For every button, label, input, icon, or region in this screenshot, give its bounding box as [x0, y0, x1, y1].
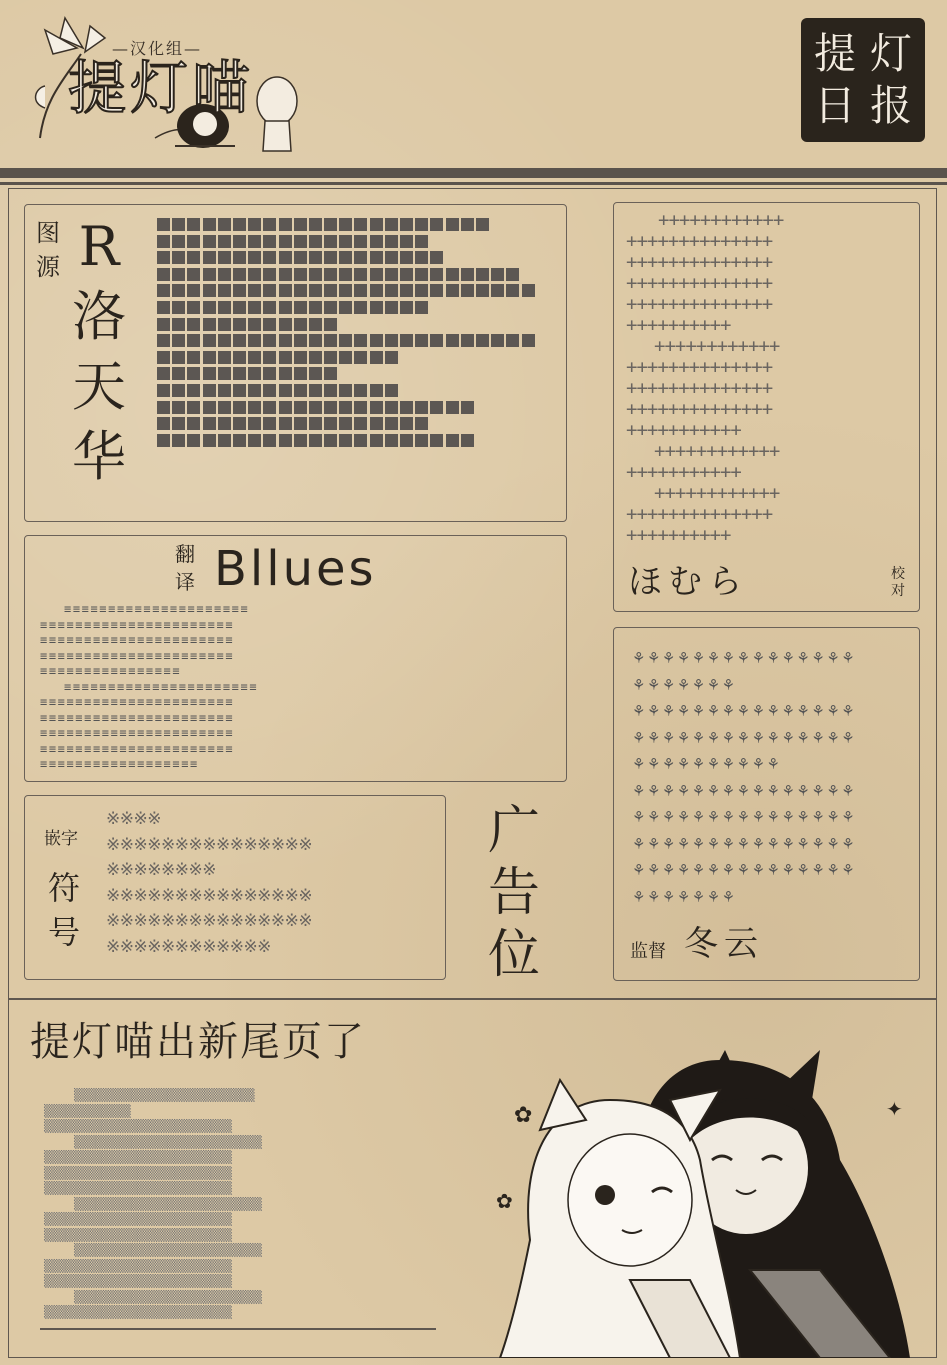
source-name-char: R [78, 215, 120, 278]
placeholder-row: ⚘⚘⚘⚘⚘⚘⚘⚘⚘⚘ [632, 755, 782, 773]
placeholder-row: ++++++++++++++ [626, 357, 773, 378]
placeholder-row: ++++++++++ [626, 525, 731, 546]
placeholder-row: ++++++++++++ [654, 441, 780, 462]
header-divider-thin [0, 182, 947, 185]
placeholder-row [157, 401, 547, 414]
placeholder-row [157, 434, 547, 447]
placeholder-row: ▒▒▒▒▒▒▒▒▒▒▒▒▒▒▒▒▒▒▒▒▒▒▒▒▒▒ [44, 1227, 232, 1242]
placeholder-row: ▒▒▒▒▒▒▒▒▒▒▒▒▒▒▒▒▒▒▒▒▒▒▒▒▒▒ [74, 1196, 262, 1211]
embed-name-char: 符 [47, 869, 80, 907]
ad-slot-char: 广 [487, 801, 540, 861]
placeholder-row: ++++++++++ [626, 315, 731, 336]
placeholder-row: ++++++++++++ [658, 210, 784, 231]
placeholder-text-block [106, 807, 424, 960]
placeholder-row: ≡≡≡≡≡≡≡≡≡≡≡≡≡≡≡≡≡≡≡≡≡≡ [40, 726, 235, 740]
placeholder-row: ≡≡≡≡≡≡≡≡≡≡≡≡≡≡≡≡≡≡≡≡≡≡ [40, 633, 235, 647]
logo-title: 提灯喵 [68, 54, 255, 122]
placeholder-row [157, 334, 547, 347]
proofread-role-label [886, 566, 910, 600]
header-divider [0, 168, 947, 178]
placeholder-text-block [157, 218, 547, 450]
ad-slot-label [484, 800, 544, 986]
placeholder-text-block [44, 1088, 434, 1321]
source-role-label: 图源 [36, 219, 60, 281]
supervisor-name: 冬云 [684, 924, 764, 964]
placeholder-row: ⚘⚘⚘⚘⚘⚘⚘⚘⚘⚘⚘⚘⚘⚘⚘ [632, 781, 857, 800]
placeholder-row [157, 318, 547, 331]
ad-slot-char: 告 [487, 863, 540, 923]
placeholder-row: ▒▒▒▒▒▒▒▒▒▒▒▒▒▒▒▒▒▒▒▒▒▒▒▒▒▒ [74, 1243, 262, 1257]
supervisor-role-label: 监督 [630, 941, 666, 962]
placeholder-row: ※※※※ [106, 809, 161, 829]
placeholder-row: ※※※※※※※※※※※※ [106, 936, 271, 957]
translation-role-char: 译 [175, 570, 195, 594]
placeholder-row [157, 351, 547, 364]
bottom-headline: 提灯喵出新尾页了 [30, 1019, 366, 1065]
placeholder-row: ≡≡≡≡≡≡≡≡≡≡≡≡≡≡≡≡≡≡≡≡≡≡ [64, 679, 259, 694]
placeholder-row: ▒▒▒▒▒▒▒▒▒▒▒▒ [44, 1103, 131, 1118]
placeholder-row: ≡≡≡≡≡≡≡≡≡≡≡≡≡≡≡≡≡≡≡≡≡ [64, 602, 250, 616]
placeholder-row: ⚘⚘⚘⚘⚘⚘⚘⚘⚘⚘⚘⚘⚘⚘⚘ [632, 702, 857, 720]
svg-text:✦: ✦ [886, 1097, 903, 1121]
placeholder-row [157, 384, 547, 397]
placeholder-row: ▒▒▒▒▒▒▒▒▒▒▒▒▒▒▒▒▒▒▒▒▒▒▒▒▒▒ [44, 1181, 232, 1195]
stamp-char: 提 [813, 29, 856, 78]
placeholder-row: ≡≡≡≡≡≡≡≡≡≡≡≡≡≡≡≡ [40, 664, 182, 678]
placeholder-row: ++++++++++++ [654, 483, 780, 504]
placeholder-row: ▒▒▒▒▒▒▒▒▒▒▒▒▒▒▒▒▒▒▒▒▒▒▒▒▒▒ [44, 1258, 232, 1273]
placeholder-row: ++++++++++++++ [626, 273, 773, 294]
proofreader-name: ほむら [628, 562, 748, 602]
logo-subtitle: —汉化组— [112, 39, 203, 58]
placeholder-row: +++++++++++ [626, 462, 741, 483]
placeholder-row: ⚘⚘⚘⚘⚘⚘⚘⚘⚘⚘⚘⚘⚘⚘⚘ [632, 834, 857, 853]
placeholder-row [157, 251, 547, 264]
ad-slot-char: 位 [487, 925, 540, 985]
placeholder-row: ▒▒▒▒▒▒▒▒▒▒▒▒▒▒▒▒▒▒▒▒▒▒▒▒▒▒ [44, 1274, 232, 1288]
placeholder-row: ▒▒▒▒▒▒▒▒▒▒▒▒▒▒▒▒▒▒▒▒▒▒▒▒▒▒ [44, 1119, 232, 1133]
placeholder-row: ≡≡≡≡≡≡≡≡≡≡≡≡≡≡≡≡≡≡≡≡≡≡ [40, 648, 235, 663]
placeholder-row: ++++++++++++++ [626, 378, 773, 399]
daily-report-stamp [801, 18, 925, 142]
source-name-char: 天 [72, 355, 126, 418]
source-name [68, 212, 130, 492]
placeholder-row: ⚘⚘⚘⚘⚘⚘⚘⚘⚘⚘⚘⚘⚘⚘⚘ [632, 808, 857, 826]
placeholder-row: ≡≡≡≡≡≡≡≡≡≡≡≡≡≡≡≡≡≡ [40, 757, 199, 771]
placeholder-row: ▒▒▒▒▒▒▒▒▒▒▒▒▒▒▒▒▒▒▒▒▒▒▒▒▒▒ [74, 1289, 262, 1304]
placeholder-row: ≡≡≡≡≡≡≡≡≡≡≡≡≡≡≡≡≡≡≡≡≡≡ [40, 710, 235, 725]
source-name-char: 华 [72, 425, 126, 488]
placeholder-row [157, 367, 547, 380]
svg-text:✿: ✿ [514, 1103, 533, 1128]
placeholder-row: +++++++++++ [626, 420, 741, 441]
placeholder-row: ⚘⚘⚘⚘⚘⚘⚘ [632, 675, 737, 694]
placeholder-row: ▒▒▒▒▒▒▒▒▒▒▒▒▒▒▒▒▒▒▒▒▒▒▒▒▒▒ [44, 1212, 232, 1226]
placeholder-row: ▒▒▒▒▒▒▒▒▒▒▒▒▒▒▒▒▒▒▒▒▒▒▒▒▒▒ [44, 1165, 232, 1180]
placeholder-row [157, 268, 547, 281]
placeholder-row: ▒▒▒▒▒▒▒▒▒▒▒▒▒▒▒▒▒▒▒▒▒▒▒▒▒ [74, 1088, 255, 1102]
placeholder-row: ⚘⚘⚘⚘⚘⚘⚘⚘⚘⚘⚘⚘⚘⚘⚘ [632, 861, 857, 879]
placeholder-row [157, 218, 547, 231]
placeholder-row: ≡≡≡≡≡≡≡≡≡≡≡≡≡≡≡≡≡≡≡≡≡≡ [40, 617, 235, 632]
translation-role-char: 翻 [175, 542, 195, 566]
placeholder-row: ⚘⚘⚘⚘⚘⚘⚘ [632, 887, 737, 906]
svg-text:✿: ✿ [496, 1189, 513, 1213]
proofread-role-char: 对 [891, 583, 905, 599]
placeholder-text-block [632, 645, 908, 910]
stamp-char: 灯 [869, 29, 912, 78]
stamp-char: 日 [813, 81, 856, 130]
placeholder-row [157, 235, 547, 248]
placeholder-row: ++++++++++++++ [626, 231, 773, 252]
section-divider [8, 998, 937, 1000]
bottom-rule [40, 1328, 436, 1330]
placeholder-row: ++++++++++++ [654, 336, 780, 357]
placeholder-text-block [40, 602, 555, 773]
placeholder-row: ※※※※※※※※※※※※※※※ [106, 885, 313, 906]
placeholder-row [157, 284, 547, 297]
placeholder-row [157, 417, 547, 430]
placeholder-row: ≡≡≡≡≡≡≡≡≡≡≡≡≡≡≡≡≡≡≡≡≡≡ [40, 741, 235, 756]
placeholder-text-block [626, 210, 908, 546]
proofread-role-char: 校 [891, 566, 905, 582]
placeholder-row: ※※※※※※※※※※※※※※※ [106, 911, 313, 931]
source-name-char: 洛 [72, 285, 126, 348]
two-catgirls-illustration-icon [490, 1040, 930, 1358]
placeholder-row: ※※※※※※※※※※※※※※※ [106, 834, 313, 855]
placeholder-row: ⚘⚘⚘⚘⚘⚘⚘⚘⚘⚘⚘⚘⚘⚘⚘ [632, 728, 857, 747]
placeholder-row: ≡≡≡≡≡≡≡≡≡≡≡≡≡≡≡≡≡≡≡≡≡≡ [40, 695, 235, 709]
placeholder-row: ++++++++++++++ [626, 504, 773, 525]
placeholder-row: ※※※※※※※※ [106, 860, 216, 880]
placeholder-row: ++++++++++++++ [626, 252, 773, 273]
placeholder-row: ⚘⚘⚘⚘⚘⚘⚘⚘⚘⚘⚘⚘⚘⚘⚘ [632, 649, 857, 667]
placeholder-row: ▒▒▒▒▒▒▒▒▒▒▒▒▒▒▒▒▒▒▒▒▒▒▒▒▒▒ [44, 1150, 232, 1164]
embed-name [44, 866, 84, 954]
placeholder-row: ▒▒▒▒▒▒▒▒▒▒▒▒▒▒▒▒▒▒▒▒▒▒▒▒▒▒ [44, 1305, 232, 1319]
placeholder-row: ▒▒▒▒▒▒▒▒▒▒▒▒▒▒▒▒▒▒▒▒▒▒▒▒▒▒ [74, 1134, 262, 1149]
placeholder-row [157, 301, 547, 314]
placeholder-row: ++++++++++++++ [626, 399, 773, 420]
embed-role-label: 嵌字 [44, 829, 78, 849]
embed-name-char: 号 [47, 913, 80, 951]
translation-role-label [170, 540, 200, 596]
placeholder-row: ++++++++++++++ [626, 294, 773, 315]
translator-name: Bllues [214, 541, 377, 597]
stamp-char: 报 [869, 81, 912, 130]
